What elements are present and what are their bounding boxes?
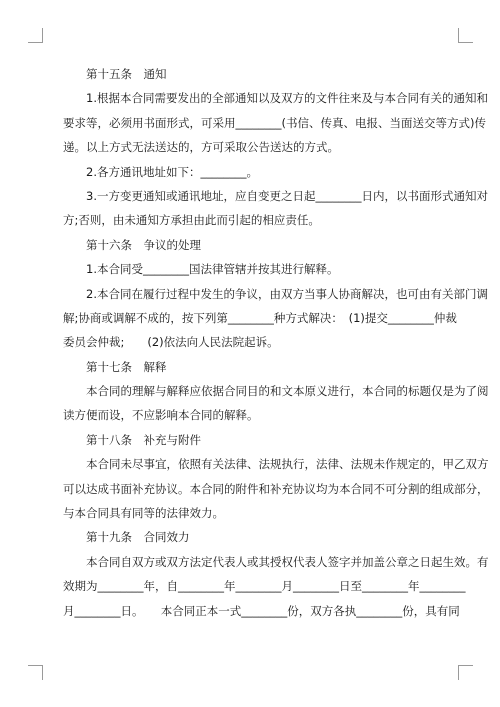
article-18-para-line-3: 与本合同具有同等的法律效力。	[63, 506, 224, 521]
article-19-para-line-1: 本合同自双方或双方法定代表人或其授权代表人签字并加盖公章之日起生效。有	[86, 554, 489, 569]
article-15-para-1-line-2: 要求等，必须用书面形式，可采用________(书信、传真、电报、当面送交等方式)传	[63, 115, 486, 130]
article-18-para-line-2: 可以达成书面补充协议。本合同的附件和补充协议均为本合同不可分割的组成部分，	[63, 481, 489, 496]
article-17-heading: 第十七条 解释	[86, 359, 167, 374]
article-15-para-2: 2.各方通讯地址如下：________。	[86, 164, 258, 179]
crop-mark-top-left	[28, 28, 43, 43]
article-19-para-line-3: 月________日。 本合同正本一式________份，双方各执________份，具有同	[63, 603, 460, 618]
article-15-para-3-line-2: 方;否则，由未通知方承担由此而引起的相应责任。	[63, 213, 320, 228]
article-15-heading: 第十五条 通知	[86, 67, 167, 81]
article-16-para-2-line-3: 委员会仲裁; (2)依法向人民法院起诉。	[63, 335, 279, 350]
article-18-heading: 第十八条 补充与附件	[86, 432, 201, 447]
article-18-para-line-1: 本合同未尽事宜，依照有关法律、法规执行，法律、法规未作规定的，甲乙双方	[86, 457, 489, 472]
article-16-heading: 第十六条 争议的处理	[86, 237, 201, 252]
article-17-para-line-1: 本合同的理解与解释应依据合同目的和文本原义进行，本合同的标题仅是为了阅	[86, 384, 489, 399]
crop-mark-top-right	[458, 28, 473, 43]
article-16-para-2-line-2: 解;协商或调解不成的，按下列第________种方式解决： (1)提交________仲裁	[63, 310, 457, 325]
article-15-para-1-line-3: 递。以上方式无法送达的，方可采取公告送达的方式。	[63, 140, 339, 155]
article-15-para-3-line-1: 3.一方变更通知或通讯地址，应自变更之日起________日内，以书面形式通知对	[86, 188, 488, 203]
article-19-heading: 第十九条 合同效力	[86, 530, 190, 545]
article-15-para-1-line-1: 1.根据本合同需要发出的全部通知以及双方的文件往来及与本合同有关的通知和	[86, 91, 488, 106]
document-body	[63, 62, 489, 623]
article-19-para-line-2: 效期为________年，自________年________月________日至________年________	[63, 579, 466, 594]
article-17-para-line-2: 读方便而设，不应影响本合同的解释。	[63, 408, 259, 423]
crop-mark-bottom-right	[458, 665, 473, 680]
article-16-para-1: 1.本合同受________国法律管辖并按其进行解释。	[86, 262, 339, 277]
article-16-para-2-line-1: 2.本合同在履行过程中发生的争议，由双方当事人协商解决，也可由有关部门调	[86, 286, 488, 301]
crop-mark-bottom-left	[28, 665, 43, 680]
